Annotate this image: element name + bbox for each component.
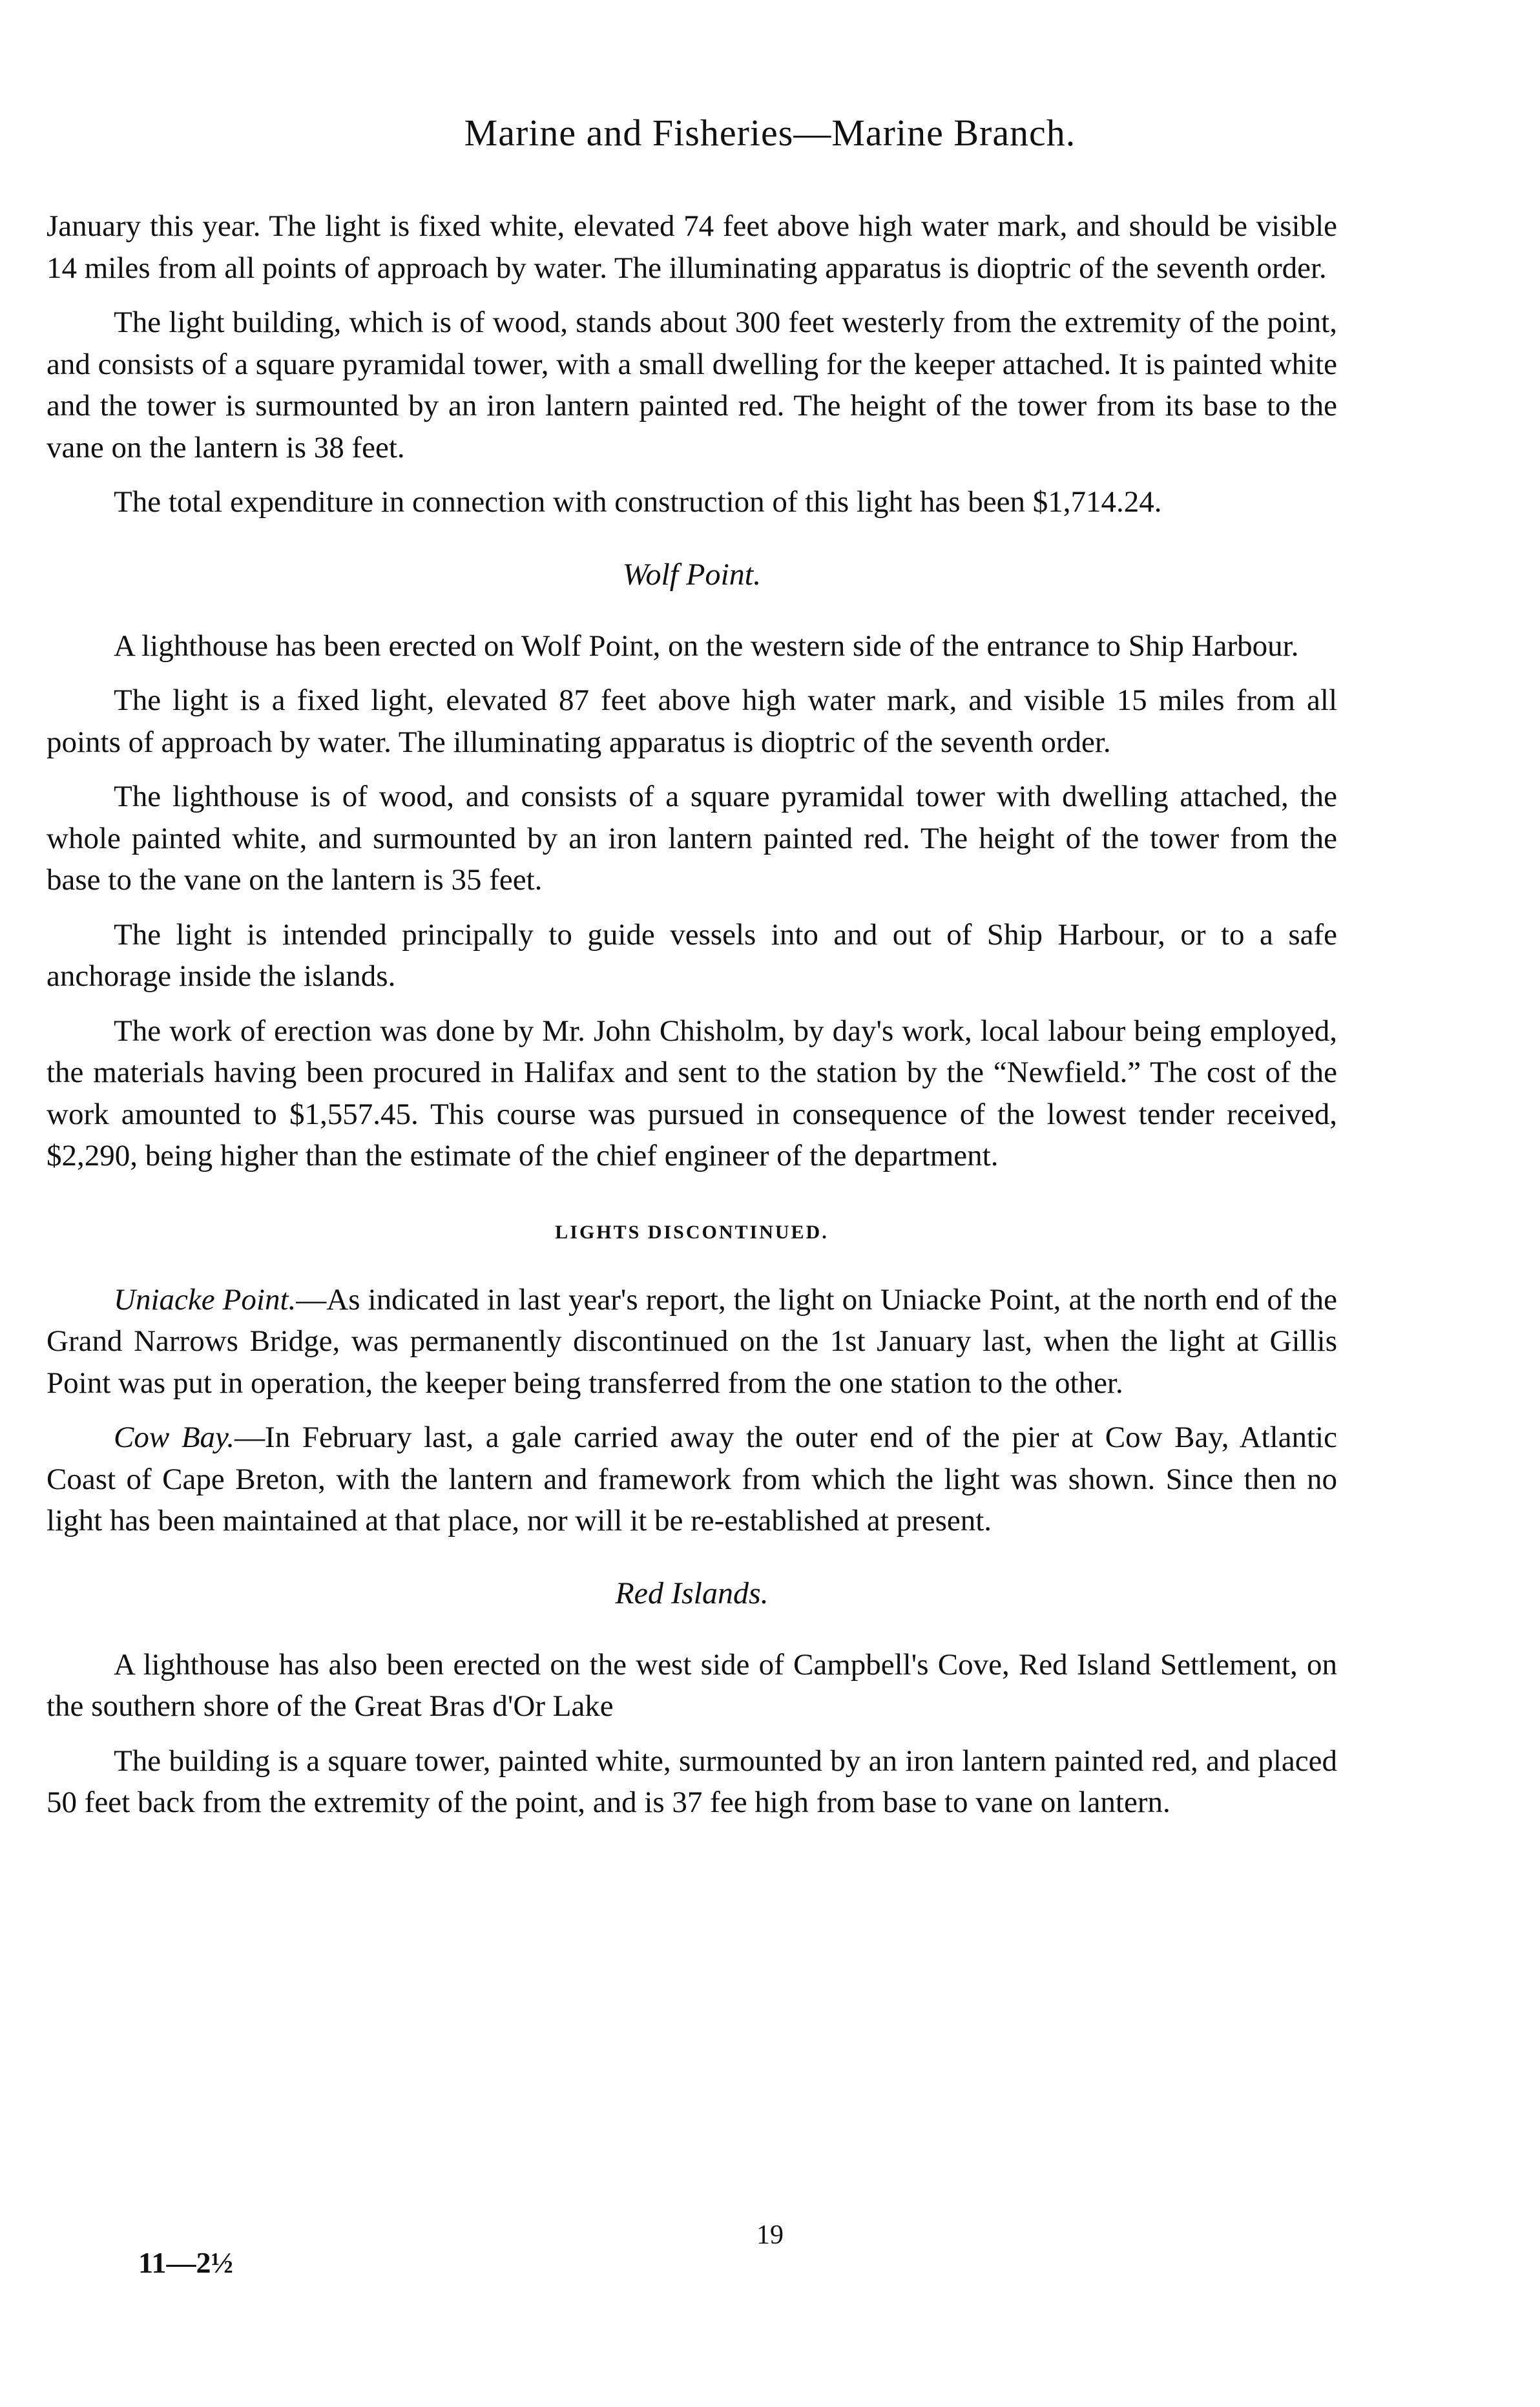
uniacke-point-paragraph (47, 1279, 1337, 1404)
cow-bay-lead: Cow Bay. (114, 1421, 235, 1454)
section-title-red-islands: Red Islands. (615, 1576, 769, 1610)
section-title-wolf-point: Wolf Point. (622, 557, 762, 592)
page-number: 19 (756, 2220, 784, 2250)
cow-bay-text: —In February last, a gale carried away the outer end of the pier at Cow Bay, Atlantic Coast of Cape Breton, with the lantern and framework from which the light was shown. Since then no light has been maintained at that place, nor will it be re-established at present. (47, 1421, 1337, 1537)
wolf-point-paragraph: The light is intended principally to guide vessels into and out of Ship Harbour, or to a safe anchorage inside the islands. (47, 917, 1337, 993)
body-text (47, 205, 1337, 1837)
cow-bay-paragraph (47, 1417, 1337, 1542)
wolf-point-paragraph: The work of erection was done by Mr. John Chisholm, by day's work, local labour being employed, the materials having been procured in Halifax and sent to the station by the “Newfield.” The cost of the work amounted to $1,557.45. This course was pursued in consequence of the lowest tender received, $2,290, being higher than the estimate of the chief engineer of the department. (47, 1014, 1337, 1172)
paragraph-total-expenditure: The total expenditure in connection with construction of this light has been $1,714.24. (114, 485, 1162, 519)
uniacke-point-text: —As indicated in last year's report, the light on Uniacke Point, at the north end of the Grand Narrows Bridge, was permanently discontinued on the 1st January last, when the light at Gillis Point was put in operation, the keeper being transferred from the one station to the other. (47, 1282, 1337, 1400)
signature-mark: 11—2½ (138, 2246, 233, 2279)
uniacke-point-lead: Uniacke Point. (114, 1282, 297, 1317)
red-islands-paragraph: The building is a square tower, painted white, surmounted by an iron lantern painted red, and placed 50 feet back from the extremity of the point, and is 37 fee high from base to vane on lantern. (47, 1744, 1337, 1819)
wolf-point-paragraph: A lighthouse has been erected on Wolf Point, on the western side of the entrance to Ship Harbour. (114, 629, 1299, 663)
red-islands-paragraph: A lighthouse has also been erected on the west side of Campbell's Cove, Red Island Settlement, on the southern shore of the Great Bras d'Or Lake (47, 1647, 1337, 1723)
running-title: Marine and Fisheries—Marine Branch. (464, 112, 1076, 154)
paragraph-light-building: The light building, which is of wood, stands about 300 feet westerly from the extremity of the point, and consists of a square pyramidal tower, with a small dwelling for the keeper attached. It is painted white and the tower is surmounted by an iron lantern painted red. The height of the tower from its base to the vane on the lantern is 38 feet. (47, 306, 1337, 464)
wolf-point-paragraph: The light is a fixed light, elevated 87 feet above high water mark, and visible 15 miles from all points of approach by water. The illuminating apparatus is dioptric of the seventh order. (47, 683, 1337, 759)
paragraph-continuation: January this year. The light is fixed white, elevated 74 feet above high water mark, and should be visible 14 miles from all points of approach by water. The illuminating apparatus is dioptric of the seventh order. (47, 209, 1337, 285)
heading-lights-discontinued: LIGHTS DISCONTINUED. (555, 1221, 829, 1243)
wolf-point-paragraph: The lighthouse is of wood, and consists of a square pyramidal tower with dwelling attached, the whole painted white, and surmounted by an iron lantern painted red. The height of the tower from the base to the vane on the lantern is 35 feet. (47, 780, 1337, 897)
